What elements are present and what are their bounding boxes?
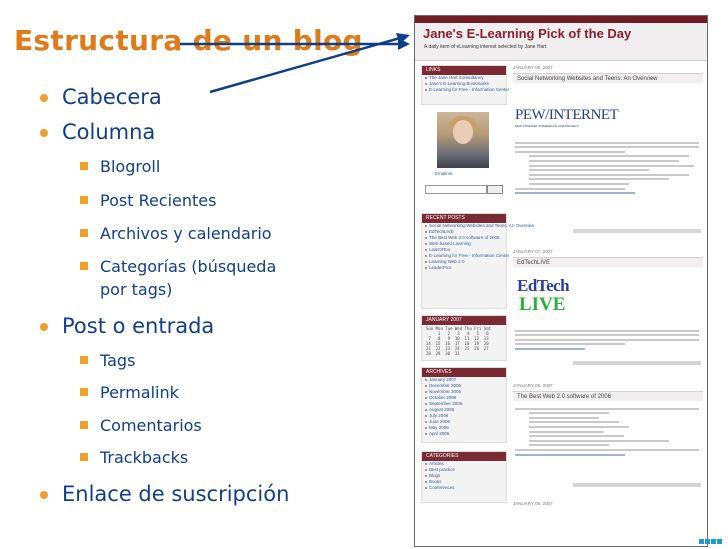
archive-link[interactable]: November 2006 [422,389,506,395]
bullet-square [80,229,88,237]
sidebar-calendar: JANUARY 2007 Sun Mon Tue Wed Thu Fri Sat 1 2 3 4 5 6 7 8 9 10 11 12 13 14 15 16 17 18 19 20 21 22 23 24 25 26 27 28 29 30 31 [421,315,507,361]
archive-link[interactable]: January 2007 [422,377,506,383]
sidebar-archives: ARCHIVES January 2007 December 2006 November 2006 October 2006 September 2006 August 2006 July 2006 June 2006 May 2006 April 2006 [421,367,507,443]
search-button[interactable] [487,185,503,194]
recent-post-link[interactable]: LeaderPics [422,265,506,271]
post-title[interactable]: The Best Web 2.0 software of 2006 [513,391,703,401]
bullet-dot [40,491,48,499]
archive-link[interactable]: September 2006 [422,401,506,407]
sidebar-links: LINKS The Jane Hart Consultancy Jane's E-Learning Bookmarks E-Learning for Free - Information Center [421,65,507,105]
calendar-grid[interactable]: Sun Mon Tue Wed Thu Fri Sat 1 2 3 4 5 6 7 8 9 10 11 12 13 14 15 16 17 18 19 20 21 22 23 24 25 26 27 28 29 30 31 [426,326,492,356]
edtech-logo: EdTech LIVE [517,276,570,315]
sidebar-recent-posts: RECENT POSTS Social Networking Websites and Teens: An Overview EdTechLIVE The Best Web 2.0 software of 2006 Web-based Learning LearnItToo E-Learning for Free - Information Center Learning Web 2.0 LeaderPics [421,213,507,309]
slide-title: Estructura de un blog [14,24,363,57]
blog-tagline: A daily item of eLearning interest selected by Jane Hart [424,44,547,50]
blog-header [415,23,707,61]
archive-link[interactable]: May 2006 [422,425,506,431]
archive-link[interactable]: April 2006 [422,431,506,437]
post-body [515,327,699,353]
archive-link[interactable]: October 2006 [422,395,506,401]
category-link[interactable]: Blogs [422,473,506,479]
archive-link[interactable]: July 2006 [422,413,506,419]
post-title[interactable]: Social Networking Websites and Teens: An Overview [513,73,703,83]
recent-post-link[interactable]: EdTechLIVE [422,229,506,235]
bullet-square [80,162,88,170]
category-link[interactable]: Conferences [422,485,506,491]
recent-post-link[interactable]: The Best Web 2.0 software of 2006 [422,235,506,241]
post-meta[interactable] [573,361,701,365]
sidebar-categories: CATEGORIES Articles Best practice Blogs Books Conferences [421,451,507,503]
post-date: JANUARY 06, 2007 [513,383,553,388]
category-link[interactable]: Articles [422,461,506,467]
post-date: JANUARY 07, 2007 [513,249,553,254]
bullet-square [80,421,88,429]
blog-top-band [415,16,707,23]
sidebar-search [421,183,505,195]
bullet-square [80,196,88,204]
blog-body [415,61,707,546]
archive-link[interactable]: August 2006 [422,407,506,413]
post-date: JANUARY 05, 2007 [513,501,553,506]
author-photo [437,112,489,168]
archive-link[interactable]: December 2006 [422,383,506,389]
category-link[interactable]: Books [422,479,506,485]
recent-post-link[interactable]: LearnItToo [422,247,506,253]
post-meta[interactable] [573,483,701,487]
pew-logo: PEW/INTERNET PEW INTERNET & AMERICAN LIFE PROJECT [515,107,619,128]
recent-post-link[interactable]: E-Learning for Free - Information Center [422,253,506,259]
recent-post-link[interactable]: Web-based Learning [422,241,506,247]
recent-post-link[interactable]: Social Networking Websites and Teens: An Overview [422,223,506,229]
bullet-dot [40,323,48,331]
bullet-square [80,356,88,364]
corner-decoration [699,531,725,543]
post-body [515,139,699,197]
recent-post-link[interactable]: Learning Web 2.0 [422,259,506,265]
bullet-dot [40,129,48,137]
sidebar-link[interactable]: The Jane Hart Consultancy [422,75,506,81]
blog-main [513,65,703,545]
post-date: JANUARY 08, 2007 [513,65,553,70]
blog-screenshot [414,15,708,547]
post-meta[interactable] [573,229,701,233]
bullet-square [80,262,88,270]
blog-title[interactable]: Jane's E-Learning Pick of the Day [423,26,632,41]
bullet-dot [40,94,48,102]
post-title[interactable]: EdTechLIVE [513,257,703,267]
archive-link[interactable]: June 2006 [422,419,506,425]
search-input[interactable] [425,185,487,194]
sidebar-link[interactable]: E-Learning for Free - Information Center [422,87,506,93]
email-link[interactable]: Emailme [435,171,453,176]
bullet-square [80,453,88,461]
post-body [515,405,699,458]
sidebar-link[interactable]: Jane's E-Learning Bookmarks [422,81,506,87]
category-link[interactable]: Best practice [422,467,506,473]
bullet-square [80,388,88,396]
